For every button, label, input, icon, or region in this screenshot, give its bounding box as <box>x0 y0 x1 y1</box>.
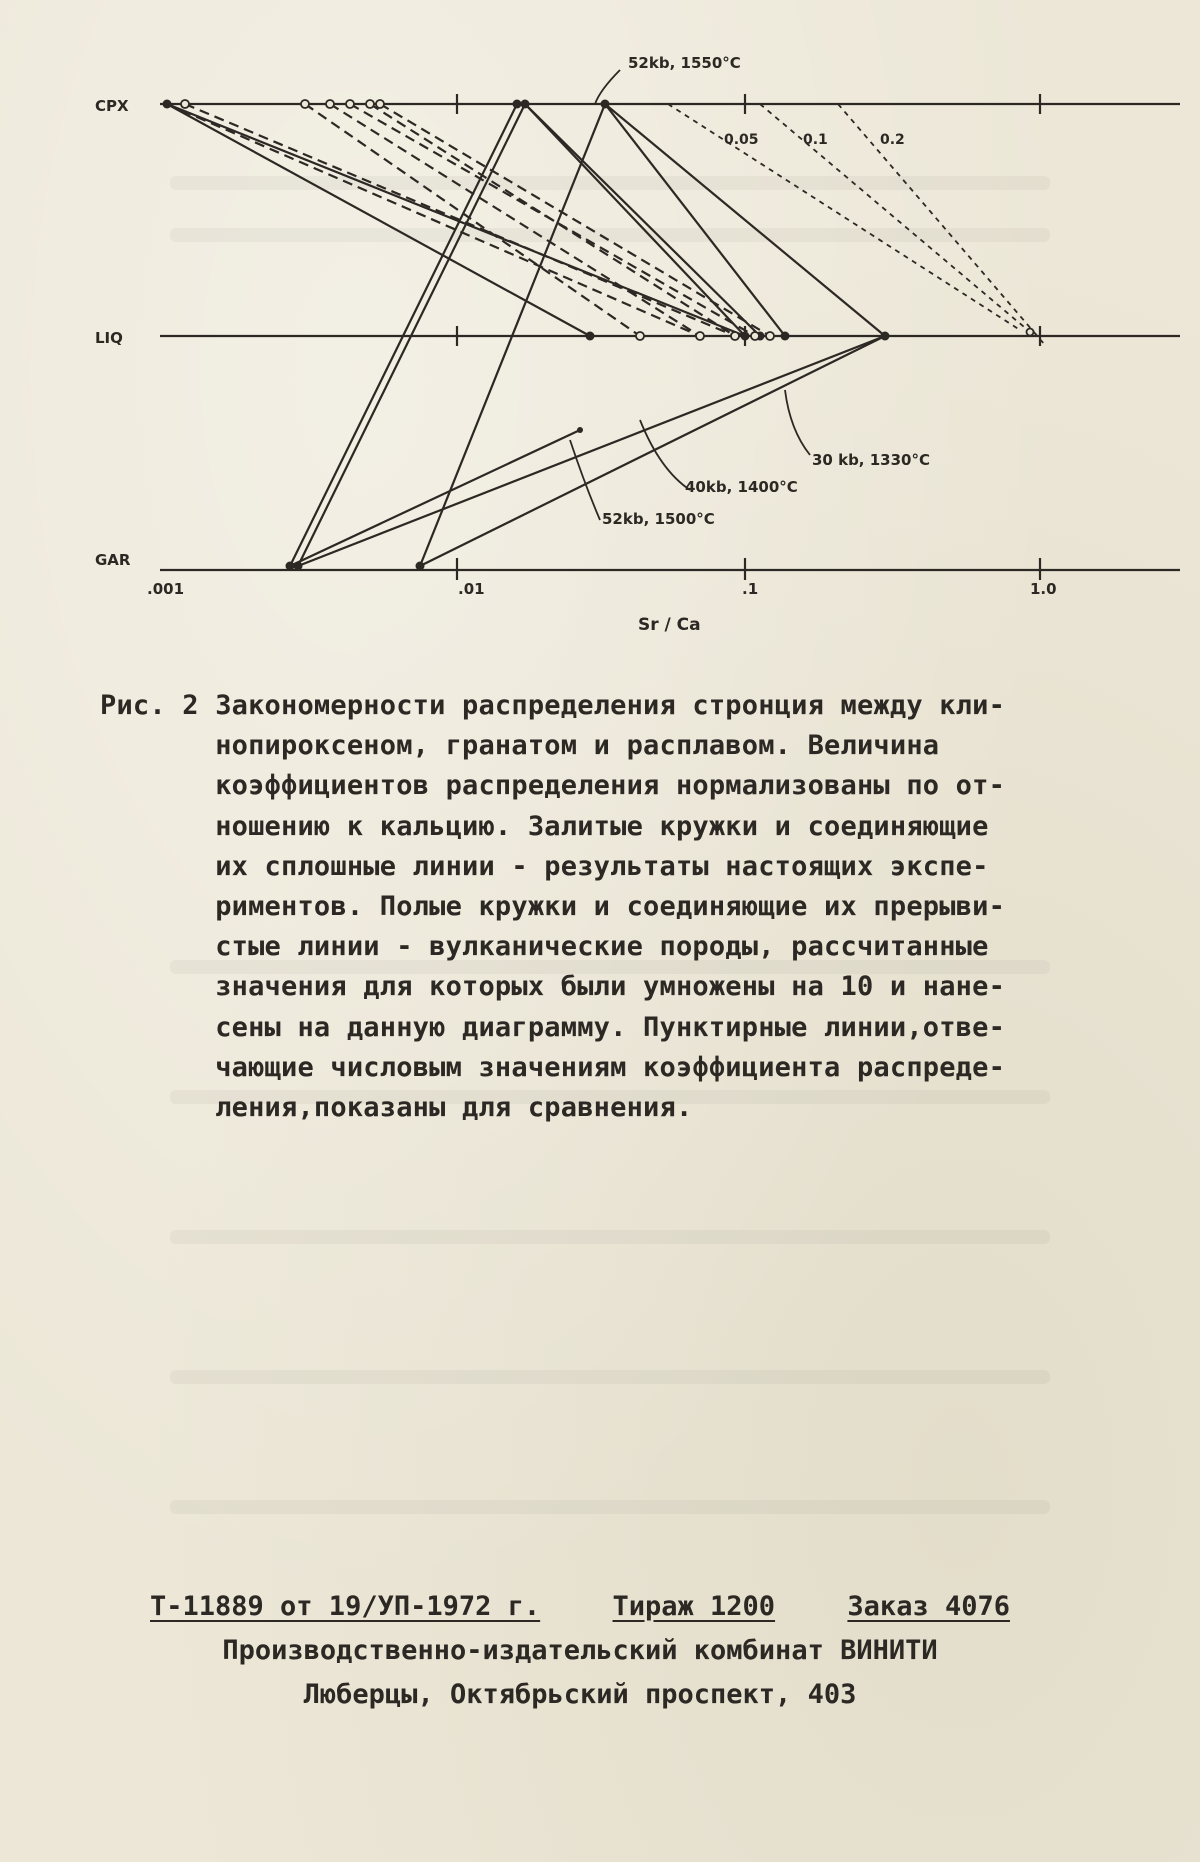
row-label-cpx: CPX <box>95 97 129 115</box>
caption-line: нопироксеном, гранатом и расплавом. Величина <box>100 730 940 762</box>
sr-ca-partition-diagram <box>0 0 1200 640</box>
x-tick-label: .01 <box>458 580 485 598</box>
imprint-print-run: Тираж 1200 <box>612 1591 776 1622</box>
caption-line: ношению к кальцию. Залитые кружки и соединяющие <box>100 810 989 842</box>
reference-label: 0.2 <box>880 132 905 148</box>
caption-line: сены на данную диаграмму. Пунктирные линии,отве- <box>100 1011 1006 1043</box>
caption-line: их сплошные линии - результаты настоящих экспе- <box>100 850 989 882</box>
annotation-30kb-1330: 30 kb, 1330°C <box>812 451 930 469</box>
volcanic-points <box>181 100 1034 340</box>
row-label-liq: LIQ <box>95 329 123 347</box>
caption-line: коэффициентов распределения нормализованы по от- <box>100 770 1006 802</box>
caption-line: ления,показаны для сравнения. <box>100 1092 693 1124</box>
annotation-52kb-1550: 52kb, 1550°C <box>628 54 741 72</box>
reference-label: 0.05 <box>724 132 759 148</box>
caption-line: чающие числовым значениям коэффициента распреде- <box>100 1051 1006 1083</box>
caption-line: значения для которых были умножены на 10 и нане- <box>100 971 1006 1003</box>
imprint-order-number: Т-11889 от 19/УП-1972 г. <box>150 1591 541 1622</box>
caption-line: стые линии - вулканические породы, рассчитанные <box>100 931 989 963</box>
reference-label: 0.1 <box>803 132 828 148</box>
x-tick-label: .1 <box>742 580 759 598</box>
printing-imprint <box>150 1585 1010 1717</box>
bleed-through-shadow <box>170 1500 1050 1514</box>
caption-line: Рис. 2 Закономерности распределения стронция между кли- <box>100 690 1006 721</box>
x-tick-label: .001 <box>147 580 185 598</box>
annotation-52kb-1500: 52kb, 1500°C <box>602 510 715 528</box>
row-label-gar: GAR <box>95 551 131 569</box>
imprint-address: Люберцы, Октябрьский проспект, 403 <box>303 1679 857 1710</box>
imprint-order-row <box>150 1585 1010 1629</box>
x-axis-title: Sr / Ca <box>638 615 701 635</box>
figure-caption <box>100 686 1110 1128</box>
imprint-order: Заказ 4076 <box>847 1591 1010 1622</box>
x-tick-label: 1.0 <box>1030 580 1057 598</box>
bleed-through-shadow <box>170 1230 1050 1244</box>
caption-line: риментов. Полые кружки и соединяющие их прерыви- <box>100 891 1006 923</box>
bleed-through-shadow <box>170 1370 1050 1384</box>
annotation-leaders <box>570 70 810 520</box>
imprint-publisher: Производственно-издательский комбинат ВИНИТИ <box>222 1635 938 1666</box>
annotation-40kb-1400: 40kb, 1400°C <box>685 478 798 496</box>
